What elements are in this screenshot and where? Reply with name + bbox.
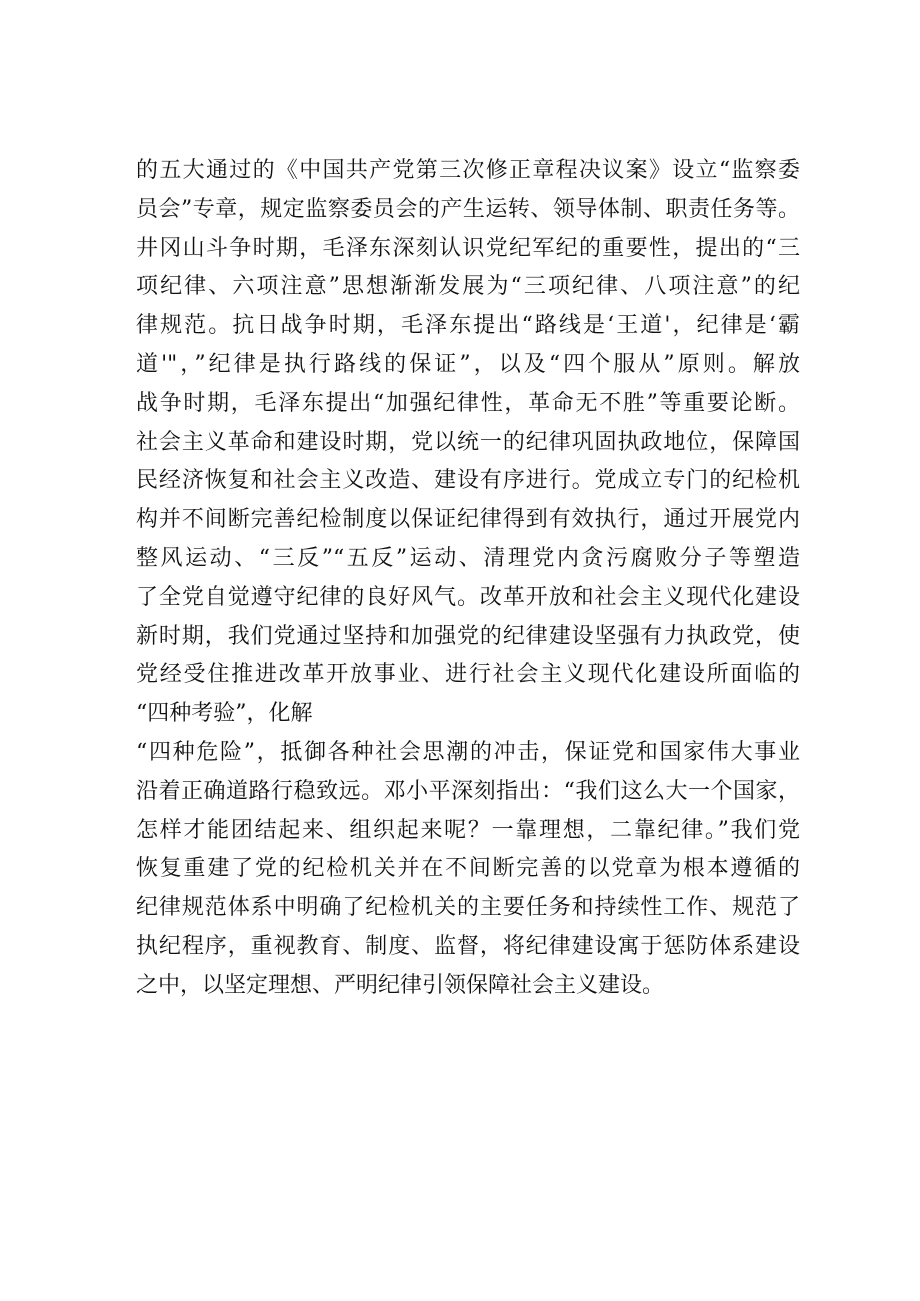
text-line: 民经济恢复和社会主义改造、建设有序进行。党成立专门的纪检机: [136, 468, 800, 494]
text-line: 项纪律、六项注意”思想渐渐发展为“三项纪律、八项注意”的纪: [136, 274, 800, 300]
text-line: 纪律规范体系中明确了纪检机关的主要任务和持续性工作、规范了: [136, 895, 800, 921]
text-line: 战争时期，毛泽东提出“加强纪律性，革命无不胜”等重要论断。: [136, 390, 800, 416]
text-line: 之中，以坚定理想、严明纪律引领保障社会主义建设。: [136, 972, 665, 998]
text-line: 道'"，”纪律是执行路线的保证”，以及“四个服从”原则。解放: [136, 351, 800, 377]
text-line: 井冈山斗争时期，毛泽东深刻认识党纪军纪的重要性，提出的“三: [136, 235, 800, 261]
text-line: 律规范。抗日战争时期，毛泽东提出“路线是‘王道'，纪律是‘霸: [136, 313, 800, 339]
text-line: 整风运动、“三反”“五反”运动、清理党内贪污腐败分子等塑造: [136, 545, 800, 571]
text-line: 沿着正确道路行稳致远。邓小平深刻指出：“我们这么大一个国家，: [136, 778, 800, 804]
text-line: “四种危险”，抵御各种社会思潮的冲击，保证党和国家伟大事业: [136, 739, 800, 765]
text-line: 员会”专章，规定监察委员会的产生运转、领导体制、职责任务等。: [136, 196, 800, 222]
text-line: 的五大通过的《中国共产党第三次修正章程决议案》设立“监察委: [136, 158, 800, 183]
text-line: “四种考验”，化解: [136, 701, 313, 727]
text-line: 构并不间断完善纪检制度以保证纪律得到有效执行，通过开展党内: [136, 507, 800, 533]
body-paragraph: [136, 152, 800, 1006]
text-line: 怎样才能团结起来、组织起来呢？一靠理想，二靠纪律。”我们党: [136, 817, 800, 843]
text-line: 社会主义革命和建设时期，党以统一的纪律巩固执政地位，保障国: [136, 429, 800, 455]
text-line: 执纪程序，重视教育、制度、监督，将纪律建设寓于惩防体系建设: [136, 933, 800, 959]
text-line: 新时期，我们党通过坚持和加强党的纪律建设坚强有力执政党，使: [136, 623, 800, 649]
text-line: 了全党自觉遵守纪律的良好风气。改革开放和社会主义现代化建设: [136, 584, 800, 610]
text-line: 恢复重建了党的纪检机关并在不间断完善的以党章为根本遵循的: [136, 856, 800, 882]
text-line: 党经受住推进改革开放事业、进行社会主义现代化建设所面临的: [136, 662, 800, 688]
